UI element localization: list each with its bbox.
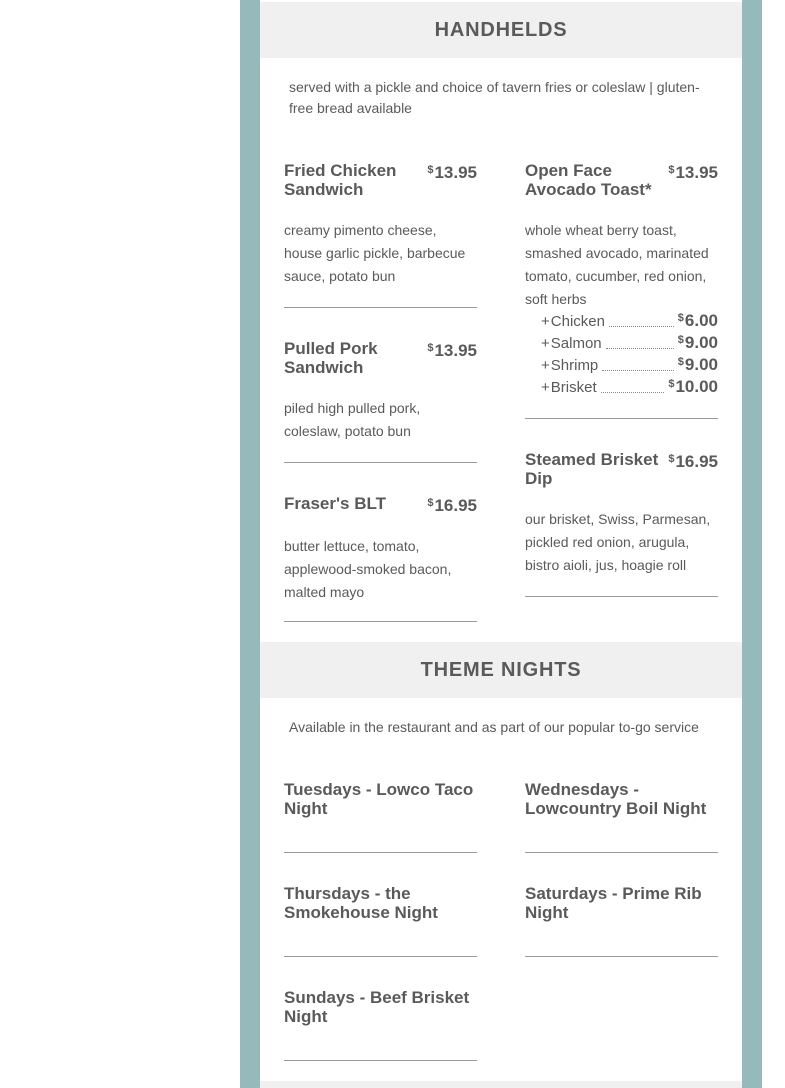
- item-description: our brisket, Swiss, Parmesan, pickled red onion, arugula, bistro aioli, jus, hoagie roll: [525, 511, 711, 573]
- item-divider: [284, 462, 477, 463]
- menu-item-open-face-avocado-toast: [525, 161, 718, 399]
- item-description: piled high pulled pork, coleslaw, potato bun: [284, 400, 421, 439]
- leader-dots: [602, 370, 674, 371]
- handhelds-title: HANDHELDS: [434, 18, 568, 41]
- item-divider: [284, 956, 477, 957]
- leader-dots: [609, 326, 674, 327]
- item-divider: [525, 418, 718, 419]
- item-name: Thursdays - the Smokehouse Night: [284, 884, 438, 922]
- menu-item-fried-chicken-sandwich: [284, 161, 477, 288]
- item-name: Wednesdays - Lowcountry Boil Night: [525, 780, 707, 818]
- menu-item-pulled-pork-sandwich: [284, 339, 477, 443]
- item-name: Tuesdays - Lowco Taco Night: [284, 780, 474, 818]
- item-price: $13.95: [427, 341, 477, 360]
- item-name: Sundays - Beef Brisket Night: [284, 988, 470, 1026]
- item-price: $16.95: [427, 496, 477, 515]
- addon-chicken: + Chicken $6.00: [541, 311, 718, 330]
- addon-salmon: + Salmon $9.00: [541, 333, 718, 352]
- item-name: Saturdays - Prime Rib Night: [525, 884, 702, 922]
- item-divider: [284, 852, 477, 853]
- theme-night-tuesdays: [284, 780, 477, 818]
- item-name: Steamed Brisket Dip: [525, 450, 659, 488]
- addon-list: [525, 311, 718, 399]
- item-divider: [284, 621, 477, 622]
- theme-night-saturdays: [525, 884, 718, 922]
- theme-nights-intro: Available in the restaurant and as part of our popular to-go service: [289, 719, 699, 735]
- theme-night-thursdays: [284, 884, 477, 922]
- item-price: $16.95: [668, 452, 718, 471]
- item-name: Fried Chicken Sandwich: [284, 161, 397, 199]
- item-divider: [525, 852, 718, 853]
- item-description: whole wheat berry toast, smashed avocado, marinated tomato, cucumber, red onion, soft herbs: [525, 222, 709, 307]
- item-price: $13.95: [668, 163, 718, 182]
- next-section-band: [260, 1081, 742, 1088]
- theme-night-wednesdays: [525, 780, 718, 818]
- item-name: Fraser's BLT: [284, 494, 386, 513]
- addon-shrimp: + Shrimp $9.00: [541, 355, 718, 374]
- item-name: Pulled Pork Sandwich: [284, 339, 378, 377]
- theme-nights-title: THEME NIGHTS: [420, 658, 582, 681]
- handhelds-intro: served with a pickle and choice of tavern fries or coleslaw | gluten-free bread available: [289, 79, 700, 116]
- item-description: creamy pimento cheese, house garlic pickle, barbecue sauce, potato bun: [284, 222, 466, 284]
- leader-dots: [601, 392, 665, 393]
- addon-brisket: + Brisket $10.00: [541, 377, 718, 396]
- theme-night-sundays: [284, 988, 477, 1026]
- item-divider: [284, 307, 477, 308]
- item-name: Open Face Avocado Toast*: [525, 161, 652, 199]
- theme-nights-header: [260, 642, 742, 698]
- item-description: butter lettuce, tomato, applewood-smoked bacon, malted mayo: [284, 538, 452, 600]
- leader-dots: [606, 348, 674, 349]
- menu-item-frasers-blt: [284, 494, 477, 604]
- item-divider: [284, 1060, 477, 1061]
- item-divider: [525, 596, 718, 597]
- handhelds-header: [260, 2, 742, 58]
- item-price: $13.95: [427, 163, 477, 182]
- item-divider: [525, 956, 718, 957]
- menu-item-steamed-brisket-dip: [525, 450, 718, 577]
